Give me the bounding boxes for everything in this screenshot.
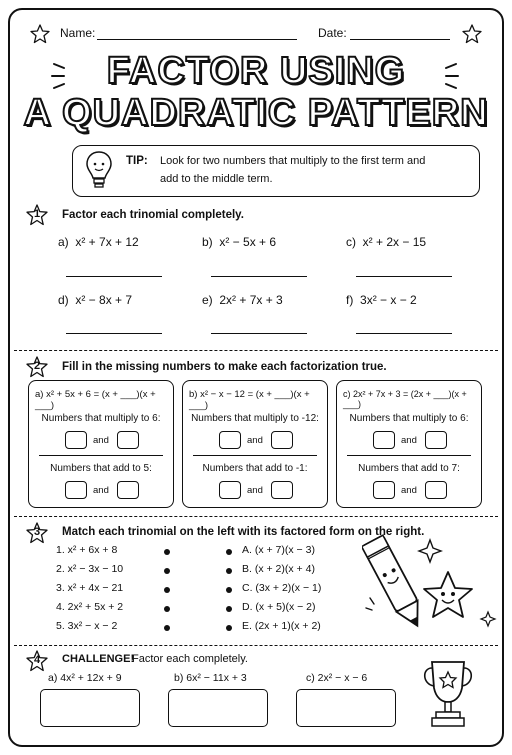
challenge-answer-box-c[interactable] <box>296 689 396 727</box>
challenge-answer-box-a[interactable] <box>40 689 140 727</box>
card-multiply-label: Numbers that multiply to 6: <box>41 413 161 424</box>
match-dot-right[interactable] <box>226 587 232 593</box>
match-dot-right[interactable] <box>226 568 232 574</box>
and-label: and <box>93 435 109 446</box>
tip-text-line1: Look for two numbers that multiply to the first term and <box>160 155 426 167</box>
match-left-2: 2. x² − 3x − 10 <box>56 563 124 575</box>
answer-line-1f[interactable] <box>356 333 452 334</box>
card-multiply-label: Numbers that multiply to -12: <box>191 413 319 424</box>
pencil-star-illustration <box>362 528 502 640</box>
tip-label: TIP: <box>126 155 148 167</box>
lightbulb-icon <box>84 148 114 192</box>
title-line-1: FACTOR USING <box>106 50 406 92</box>
match-left-5: 5. 3x² − x − 2 <box>56 620 118 632</box>
section-4-number: 4 <box>33 654 41 666</box>
answer-box[interactable] <box>271 481 293 499</box>
section-3-number: 3 <box>33 526 41 538</box>
section-divider <box>14 350 498 351</box>
answer-box[interactable] <box>65 431 87 449</box>
name-field[interactable] <box>97 39 297 40</box>
card-divider <box>39 455 163 456</box>
challenge-problem-a: a) 4x² + 12x + 9 <box>48 672 122 684</box>
problem-1a: a) x² + 7x + 12 <box>58 235 139 249</box>
answer-box[interactable] <box>65 481 87 499</box>
match-left-4: 4. 2x² + 5x + 2 <box>56 601 124 613</box>
section-1-number: 1 <box>33 208 41 220</box>
answer-line-1d[interactable] <box>66 333 162 334</box>
section-divider <box>14 516 498 517</box>
section-divider <box>14 645 498 646</box>
card-add-label: Numbers that add to -1: <box>202 463 308 474</box>
card-add-label: Numbers that add to 5: <box>50 463 152 474</box>
star-icon <box>30 24 50 44</box>
answer-line-1e[interactable] <box>211 333 307 334</box>
section-1-heading: Factor each trinomial completely. <box>62 209 244 221</box>
answer-box[interactable] <box>271 431 293 449</box>
match-right-c: C. (3x + 2)(x − 1) <box>242 582 322 594</box>
fill-card-b <box>182 380 328 508</box>
fill-card-a <box>28 380 174 508</box>
match-left-3: 3. x² + 4x − 21 <box>56 582 124 594</box>
card-equation: b) x² − x − 12 = (x + ___)(x + ___) <box>189 389 310 411</box>
section-2-number: 2 <box>33 360 41 372</box>
answer-line-1a[interactable] <box>66 276 162 277</box>
trophy-icon <box>418 658 478 732</box>
section-2-heading: Fill in the missing numbers to make each factorization true. <box>62 361 387 373</box>
match-right-b: B. (x + 2)(x + 4) <box>242 563 315 575</box>
match-dot-left[interactable] <box>164 625 170 631</box>
answer-box[interactable] <box>117 481 139 499</box>
card-equation: c) 2x² + 7x + 3 = (2x + ___)(x + ___) <box>343 389 467 409</box>
card-divider <box>193 455 317 456</box>
match-dot-left[interactable] <box>164 568 170 574</box>
challenge-problem-c: c) 2x² − x − 6 <box>306 672 368 684</box>
match-dot-right[interactable] <box>226 606 232 612</box>
match-dot-right[interactable] <box>226 549 232 555</box>
sparkle-lines-icon <box>50 60 72 94</box>
date-field[interactable] <box>350 39 450 40</box>
match-right-d: D. (x + 5)(x − 2) <box>242 601 316 613</box>
star-icon <box>462 24 482 44</box>
card-divider <box>347 455 471 456</box>
problem-1f: f) 3x² − x − 2 <box>346 293 417 307</box>
challenge-problem-b: b) 6x² − 11x + 3 <box>174 672 247 684</box>
problem-1d: d) x² − 8x + 7 <box>58 293 133 307</box>
answer-line-1b[interactable] <box>211 276 307 277</box>
name-label: Name: <box>60 26 96 40</box>
match-dot-right[interactable] <box>226 625 232 631</box>
match-dot-left[interactable] <box>164 549 170 555</box>
section-3-heading: Match each trinomial on the left with its factored form on the right. <box>62 526 425 538</box>
card-equation: a) x² + 5x + 6 = (x + ___)(x + ___) <box>35 389 156 411</box>
and-label: and <box>247 435 263 446</box>
challenge-answer-box-b[interactable] <box>168 689 268 727</box>
card-add-label: Numbers that add to 7: <box>358 463 460 474</box>
answer-box[interactable] <box>219 481 241 499</box>
card-multiply-label: Numbers that multiply to 6: <box>349 413 469 424</box>
tip-text-line2: add to the middle term. <box>160 173 273 185</box>
match-dot-left[interactable] <box>164 606 170 612</box>
and-label: and <box>93 485 109 496</box>
answer-box[interactable] <box>425 481 447 499</box>
and-label: and <box>401 435 417 446</box>
match-right-e: E. (2x + 1)(x + 2) <box>242 620 321 632</box>
problem-1c: c) x² + 2x − 15 <box>346 235 427 249</box>
answer-box[interactable] <box>117 431 139 449</box>
title-line-2: A QUADRATIC PATTERN <box>23 92 489 134</box>
section-4-heading: Factor each completely. <box>132 653 248 665</box>
answer-box[interactable] <box>373 431 395 449</box>
date-label: Date: <box>318 26 347 40</box>
answer-box[interactable] <box>219 431 241 449</box>
problem-1e: e) 2x² + 7x + 3 <box>202 293 283 307</box>
problem-1b: b) x² − 5x + 6 <box>202 235 277 249</box>
challenge-label: CHALLENGE! <box>62 653 135 665</box>
answer-line-1c[interactable] <box>356 276 452 277</box>
answer-box[interactable] <box>373 481 395 499</box>
answer-box[interactable] <box>425 431 447 449</box>
sparkle-lines-icon <box>438 60 460 94</box>
and-label: and <box>247 485 263 496</box>
tip-box <box>72 145 480 197</box>
fill-card-c <box>336 380 482 508</box>
and-label: and <box>401 485 417 496</box>
match-left-1: 1. x² + 6x + 8 <box>56 544 118 556</box>
match-dot-left[interactable] <box>164 587 170 593</box>
match-right-a: A. (x + 7)(x − 3) <box>242 544 315 556</box>
